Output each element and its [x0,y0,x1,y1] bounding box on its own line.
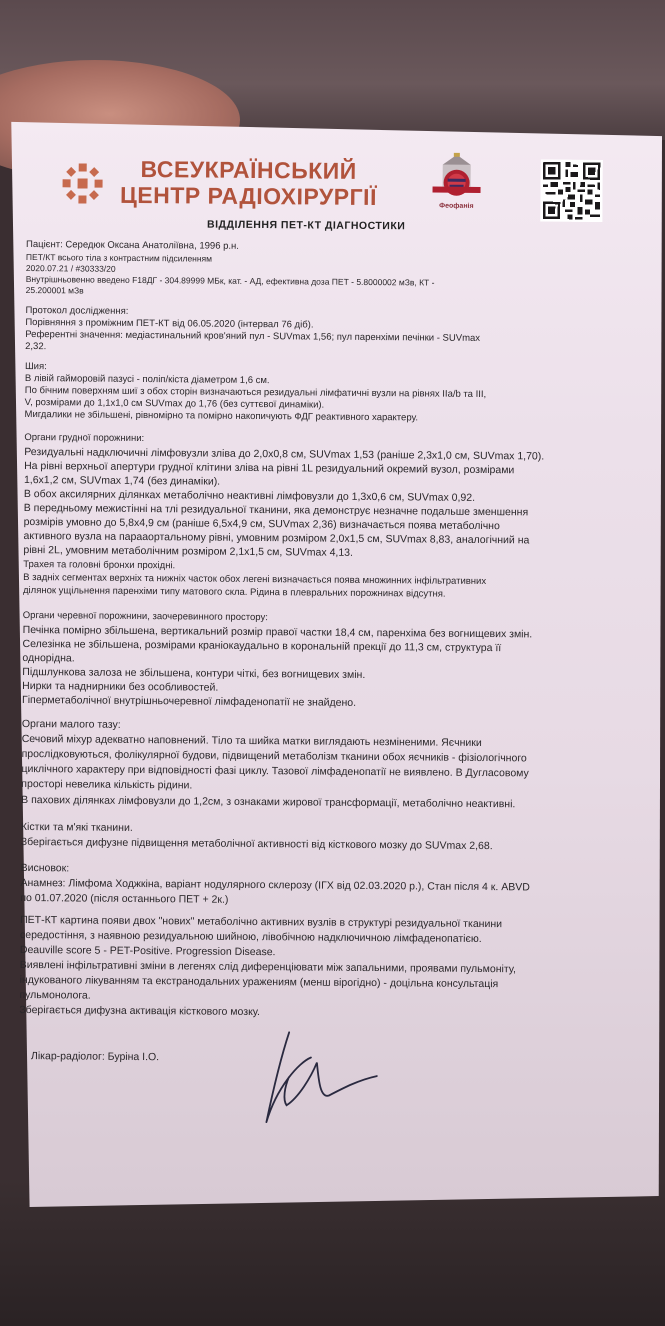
neck-line: В лівій гайморовій пазусі - поліп/кіста діаметром 1,6 см. [24,372,270,387]
neck-heading: Шия: [24,360,47,373]
conclusion-line: пульмонолога. [19,988,91,1002]
chest-heading: Органи грудної порожнини: [24,431,145,445]
document [18,135,637,1160]
bones-line: Зберігається дифузне підвищення метаболічної активності від кісткового мозку до SUVmax 2,68. [20,835,493,853]
chest-line: розмірів умовно до 5,8х4,9 см (раніше 6,5х4,9 см, SUVmax 2,36) визначається поява метаболічно [23,515,500,533]
conclusion-heading: Висновок: [20,861,70,875]
neck-line: По бічним поверхням шиї з обох сторін визначаються резидуальні лімфатичні вузли на рівнях IIa/b та III, [24,384,487,401]
emblem-label: Феофанія [439,202,474,210]
protocol-line: Порівняння з проміжним ПЕТ-КТ від 06.05.2020 (інтервал 76 діб). [25,316,314,331]
patient-exam: ПЕТ/КТ всього тіла з контрастним підсиленням [25,251,213,264]
chest-line: В задніх сегментах верхніх та нижніх часток обох легені визначається поява множинних інфільтративних [23,571,487,588]
clinic-logo-icon [60,161,104,205]
conclusion-line: Анамнез: Лімфома Ходжкіна, варіант нодулярного склерозу (ІГХ від 02.03.2020 р.), Стан після 4 к. ABVD [20,876,530,894]
patient-name: Пацієнт: Середюк Оксана Анатоліївна, 1996 р.н. [25,238,240,252]
chest-line: активного вузла на парааортальному рівні, умовним розміром 2,0х1,5 см, SUVmax 8,83, аналогічний на [23,529,530,547]
conclusion-line: по 01.07.2020 (після останнього ПЕТ + 2к.) [20,891,229,906]
department-heading: ВІДДІЛЕННЯ ПЕТ-КТ ДІАГНОСТИКИ [207,218,406,233]
pelvis-line: циклічного характеру при відповідності фазі циклу. Тазової лімфаденопатії не виявлено. В Дугласовому [21,762,529,780]
abdomen-heading: Органи черевної порожнини, заочеревинного простору: [22,609,268,624]
clinic-title [108,156,388,210]
patient-dose: Внутрішньовенно введено F18ДГ - 304.89999 МБк, кат. - АД, ефективна доза ПЕТ - 5.8000002 мЗв, КТ - [25,273,435,288]
pelvis-line: прослідковуються, фолікулярної будови, підвищений метаболізм тканини обох яєчників - фізіологічного [21,747,527,765]
neck-line: V, розмірами до 1,1х1,0 см SUVmax до 1,76 (без суттєвої динаміки). [24,396,325,411]
abdomen-line: Нирки та наднирники без особливостей. [22,679,219,694]
pelvis-line: В пахових ділянках лімфовузли до 1,2см, з ознаками жирової трансформації, метаболічно неактивні. [21,793,516,811]
conclusion-line: Виявлені інфільтративні зміни в легенях слід диференціювати між запальними, проявами пульмоніту, [19,958,516,976]
abdomen-line: однорідна. [22,651,75,665]
abdomen-line: Підшлункова залоза не збільшена, контури чіткі, без вогнищевих змін. [22,665,366,681]
patient-exam-id: 2020.07.21 / #30333/20 [25,262,116,274]
qr-code-icon [540,159,603,222]
pelvis-line: Сечовий міхур адекватно наповнений. Тіло та шийка матки виглядають незміненими. Яєчники [21,732,482,749]
neck-line: Мигдалики не збільшені, рівномірно та помірно накопичують ФДГ реактивного характеру. [24,408,419,424]
chest-line: Трахея та головні бронхи прохідні. [23,558,176,572]
protocol-line: Референтні значення: медіастинальний кров'яний пул - SUVmax 1,56; пул паренхіми печінки - SUVmax [25,328,481,344]
patient-dose-ct: 25.200001 мЗв [25,284,84,296]
abdomen-line: Селезінка не збільшена, розмірами краніокаудально в корональній прекції до 11,3 см, структура її [22,637,502,655]
chest-line: 1,6х1,2 см, SUVmax 1,74 (без динаміки). [23,473,221,488]
protocol-line: 2,32. [25,340,47,353]
conclusion-line: Deauville score 5 - PET-Positive. Progression Disease. [19,943,276,959]
doctor-name: Лікар-радіолог: Буріна І.О. [30,1050,160,1064]
conclusion-line: ПЕТ-КТ картина появи двох "нових" метаболічно активних вузлів в структурі резидуальної тканини [20,913,503,931]
bones-heading: Кістки та м'які тканини. [20,820,133,834]
chest-line: рівні 2L, умовним метаболічним розміром 2,1х1,5 см, SUVmax 4,13. [23,543,353,559]
conclusion-line: середостіння, з наявною резидуальною шийною, лівобічною надключичною лімфаденопатією. [19,928,482,945]
clinic-title-line1: ВСЕУКРАЇНСЬКИЙ [140,155,357,184]
conclusion-line: Зберігається дифузна активація кісткового мозку. [19,1003,260,1019]
chest-line: Резидуальні надключичні лімфовузли зліва до 2,0х0,8 см, SUVmax 1,53 (раніше 2,3х1,0 см, SUVmax 1,70). [24,445,545,463]
signature-icon [258,1017,379,1138]
pelvis-heading: Органи малого тазу: [21,717,121,731]
chest-line: На рівні верхньої апертури грудної клітини зліва на рівні 1L резидуальний окремий вузол, розмірами [24,459,515,477]
abdomen-line: Гіперметаболічної внутрішньочеревної лімфаденопатії не знайдено. [22,693,357,709]
pelvis-line: просторі невелика кількість рідини. [21,777,193,792]
chest-line: ділянок ущільнення паренхіми типу матового скла. Рідина в плевральних порожнинах відсутня. [22,584,446,600]
chest-line: В обох аксилярних ділянках метаболічно неактивні лімфовузли до 1,3х0,6 см, SUVmax 0,92. [23,487,476,504]
protocol-heading: Протокол дослідження: [25,304,129,317]
feofaniya-emblem-icon [428,153,484,203]
clinic-title-line2: ЦЕНТР РАДІОХІРУРГІЇ [119,181,377,211]
chest-line: В передньому межистінні на тлі резидуальної тканини, яка демонструє незначне подальше зменшення [23,501,529,519]
abdomen-line: Печінка помірно збільшена, вертикальний розмір правої частки 18,4 см, паренхіма без вогнищевих змін. [22,623,533,641]
conclusion-line: індукованого лікуванням та екстранодальних уражениям (менш вірогідно) - доцільна консультація [19,973,499,991]
